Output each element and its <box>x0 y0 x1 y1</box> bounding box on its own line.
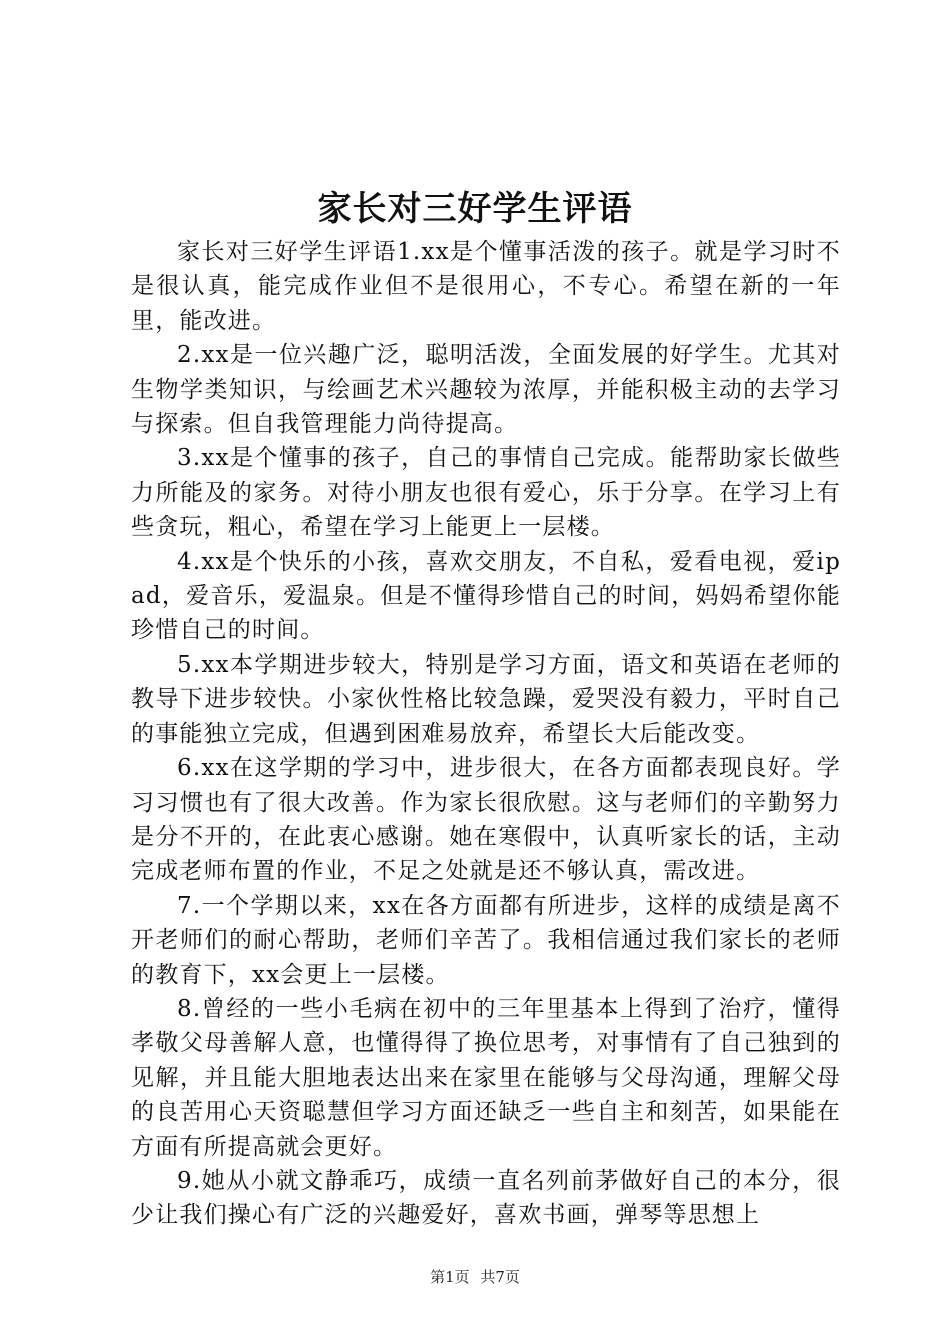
paragraph-3: 3.xx是个懂事的孩子，自己的事情自己完成。能帮助家长做些力所能及的家务。对待小朋友也很有爱心，乐于分享。在学习上有些贪玩，粗心，希望在学习上能更上一层楼。 <box>131 445 841 541</box>
document-body <box>131 235 841 1233</box>
page-number: 第1页 <box>430 1268 470 1286</box>
paragraph-7: 7.一个学期以来，xx在各方面都有所进步，这样的成绩是离不开老师们的耐心帮助，老师们辛苦了。我相信通过我们家长的老师的教育下，xx会更上一层楼。 <box>131 892 841 988</box>
document-title: 家长对三好学生评语 <box>317 189 633 229</box>
paragraph-4: 4.xx是个快乐的小孩，喜欢交朋友，不自私，爱看电视，爱ipad，爱音乐，爱温泉。但是不懂得珍惜自己的时间，妈妈希望你能珍惜自己的时间。 <box>131 548 841 644</box>
paragraph-9: 9.她从小就文静乖巧，成绩一直名列前茅做好自己的本分，很少让我们操心有广泛的兴趣爱好，喜欢书画，弹琴等思想上 <box>131 1167 841 1229</box>
page-footer <box>0 1266 950 1288</box>
paragraph-2: 2.xx是一位兴趣广泛，聪明活泼，全面发展的好学生。尤其对生物学类知识，与绘画艺术兴趣较为浓厚，并能积极主动的去学习与探索。但自我管理能力尚待提高。 <box>131 342 841 438</box>
paragraph-8: 8.曾经的一些小毛病在初中的三年里基本上得到了治疗，懂得孝敬父母善解人意，也懂得得了换位思考，对事情有了自己独到的见解，并且能大胆地表达出来在家里在能够与父母沟通，理解父母的良苦用心天资聪慧但学习方面还缺乏一些自主和刻苦，如果能在方面有所提高就会更好。 <box>131 995 841 1160</box>
paragraph-5: 5.xx本学期进步较大，特别是学习方面，语文和英语在老师的教导下进步较快。小家伙性格比较急躁，爱哭没有毅力，平时自己的事能独立完成，但遇到困难易放弃，希望长大后能改变。 <box>131 651 841 747</box>
paragraph-6: 6.xx在这学期的学习中，进步很大，在各方面都表现良好。学习习惯也有了很大改善。作为家长很欣慰。这与老师们的辛勤努力是分不开的，在此衷心感谢。她在寒假中，认真听家长的话，主动完成老师布置的作业，不足之处就是还不够认真，需改进。 <box>131 755 841 885</box>
paragraph-1: 家长对三好学生评语1.xx是个懂事活泼的孩子。就是学习时不是很认真，能完成作业但不是很用心，不专心。希望在新的一年里，能改进。 <box>131 239 841 334</box>
page-total: 共7页 <box>480 1268 520 1286</box>
